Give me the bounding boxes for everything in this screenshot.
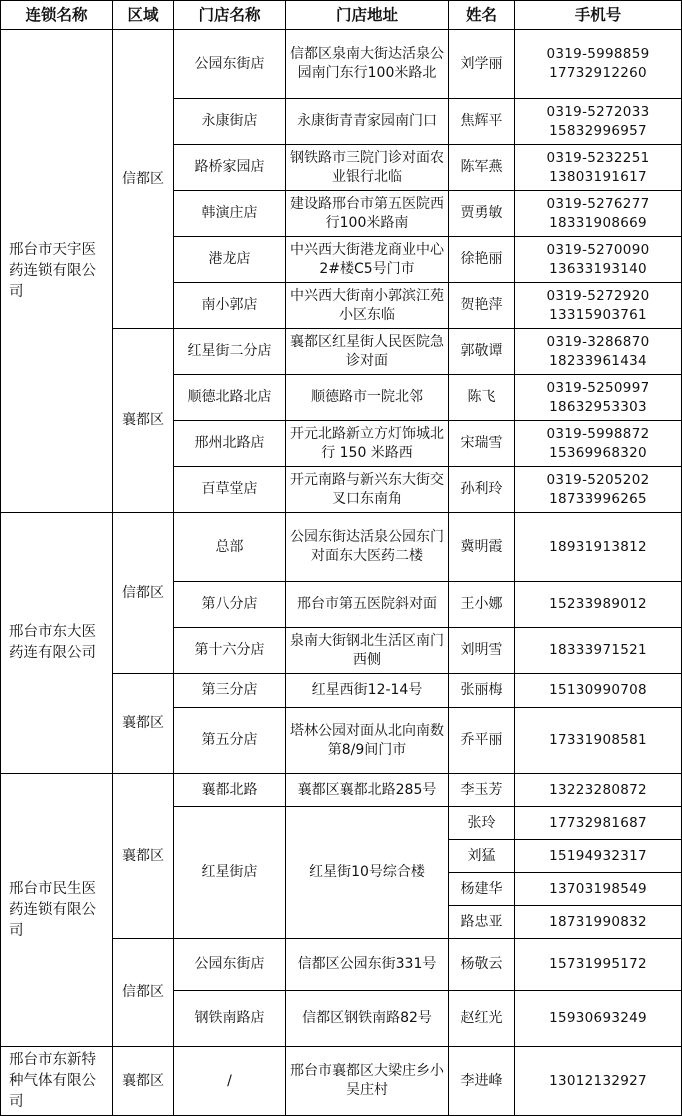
phone-cell: 15194932317: [515, 840, 682, 873]
chain-name-cell: 邢台市东大医药连有限公司: [1, 513, 113, 774]
store-name-cell: 路桥家园店: [174, 145, 286, 191]
region-cell: 襄都区: [113, 774, 174, 939]
store-address-cell: 泉南大街钢北生活区南门西侧: [286, 628, 449, 674]
store-address-cell: 信都区泉南大街达活泉公园南门东行100米路北: [286, 30, 449, 99]
table-body: [1, 30, 682, 1116]
contact-name-cell: 陈飞: [449, 375, 515, 421]
store-address-cell: 公园东街达活泉公园东门对面东大医药二楼: [286, 513, 449, 582]
store-address-cell: 塔林公园对面从北向南数第8/9间门市: [286, 708, 449, 774]
contact-name-cell: 王小娜: [449, 582, 515, 628]
phone-cell: 0319-5998859 17732912260: [515, 30, 682, 99]
contact-name-cell: 冀明霞: [449, 513, 515, 582]
phone-cell: 17331908581: [515, 708, 682, 774]
phone-cell: 13223280872: [515, 774, 682, 807]
phone-cell: 18931913812: [515, 513, 682, 582]
phone-cell: 0319-5272920 13315903761: [515, 283, 682, 329]
store-name-cell: 顺德北路北店: [174, 375, 286, 421]
header-address: 门店地址: [286, 1, 449, 30]
store-address-cell: 红星街10号综合楼: [286, 807, 449, 939]
contact-name-cell: 刘明雪: [449, 628, 515, 674]
contact-name-cell: 宋瑞雪: [449, 421, 515, 467]
phone-cell: 0319-5270090 13633193140: [515, 237, 682, 283]
region-cell: 信都区: [113, 30, 174, 329]
store-name-cell: 公园东街店: [174, 939, 286, 991]
store-name-cell: 第五分店: [174, 708, 286, 774]
store-name-cell: 邢州北路店: [174, 421, 286, 467]
store-address-cell: 邢台市襄都区大梁庄乡小吴庄村: [286, 1047, 449, 1116]
store-address-cell: 信都区钢铁南路82号: [286, 991, 449, 1047]
store-name-cell: 襄都北路: [174, 774, 286, 807]
contact-name-cell: 张丽梅: [449, 674, 515, 708]
store-address-cell: 襄都区红星街人民医院急诊对面: [286, 329, 449, 375]
contact-name-cell: 赵红光: [449, 991, 515, 1047]
table-row: [1, 30, 682, 99]
store-name-cell: 总部: [174, 513, 286, 582]
store-address-cell: 信都区公园东街331号: [286, 939, 449, 991]
store-name-cell: 港龙店: [174, 237, 286, 283]
header-chain: 连锁名称: [1, 1, 113, 30]
store-address-cell: 开元北路新立方灯饰城北行 150 米路西: [286, 421, 449, 467]
phone-cell: 13012132927: [515, 1047, 682, 1116]
phone-cell: 17732981687: [515, 807, 682, 840]
store-name-cell: 韩演庄店: [174, 191, 286, 237]
phone-cell: 15233989012: [515, 582, 682, 628]
store-name-cell: 红星街店: [174, 807, 286, 939]
phone-cell: 13703198549: [515, 873, 682, 906]
table-row: [1, 774, 682, 807]
contact-name-cell: 刘猛: [449, 840, 515, 873]
contact-name-cell: 杨敬云: [449, 939, 515, 991]
store-name-cell: 百草堂店: [174, 467, 286, 513]
phone-cell: 0319-5205202 18733996265: [515, 467, 682, 513]
chain-name-cell: 邢台市天宇医药连锁有限公司: [1, 30, 113, 513]
store-address-cell: 钢铁路市三院门诊对面农业银行北临: [286, 145, 449, 191]
phone-cell: 0319-5232251 13803191617: [515, 145, 682, 191]
header-store: 门店名称: [174, 1, 286, 30]
chain-name-cell: 邢台市民生医药连锁有限公司: [1, 774, 113, 1047]
store-name-cell: /: [174, 1047, 286, 1116]
contact-name-cell: 孙利玲: [449, 467, 515, 513]
store-address-cell: 顺德路市一院北邻: [286, 375, 449, 421]
store-name-cell: 第三分店: [174, 674, 286, 708]
store-name-cell: 公园东街店: [174, 30, 286, 99]
header-phone: 手机号: [515, 1, 682, 30]
contact-name-cell: 乔平丽: [449, 708, 515, 774]
phone-cell: 15930693249: [515, 991, 682, 1047]
contact-name-cell: 路忠亚: [449, 906, 515, 939]
contact-name-cell: 杨建华: [449, 873, 515, 906]
contact-name-cell: 焦辉平: [449, 99, 515, 145]
store-address-cell: 建设路邢台市第五医院西行100米路南: [286, 191, 449, 237]
store-name-cell: 第八分店: [174, 582, 286, 628]
phone-cell: 0319-5276277 18331908669: [515, 191, 682, 237]
region-cell: 襄都区: [113, 1047, 174, 1116]
contact-name-cell: 刘学丽: [449, 30, 515, 99]
region-cell: 信都区: [113, 513, 174, 674]
store-name-cell: 南小郭店: [174, 283, 286, 329]
phone-cell: 0319-5998872 15369968320: [515, 421, 682, 467]
store-address-cell: 红星西街12-14号: [286, 674, 449, 708]
region-cell: 襄都区: [113, 329, 174, 513]
phone-cell: 0319-5250997 18632953303: [515, 375, 682, 421]
phone-cell: 0319-3286870 18233961434: [515, 329, 682, 375]
store-address-cell: 襄都区襄都北路285号: [286, 774, 449, 807]
contact-name-cell: 李进峰: [449, 1047, 515, 1116]
store-name-cell: 第十六分店: [174, 628, 286, 674]
contact-name-cell: 郭敬谭: [449, 329, 515, 375]
phone-cell: 15731995172: [515, 939, 682, 991]
contact-name-cell: 张玲: [449, 807, 515, 840]
table-row: [1, 1047, 682, 1116]
region-cell: 襄都区: [113, 674, 174, 774]
phone-cell: 15130990708: [515, 674, 682, 708]
store-name-cell: 红星街二分店: [174, 329, 286, 375]
header-row: [1, 1, 682, 30]
chain-name-cell: 邢台市东新特种气体有限公司: [1, 1047, 113, 1116]
store-address-cell: 永康街青青家园南门口: [286, 99, 449, 145]
header-name: 姓名: [449, 1, 515, 30]
table-row: [1, 513, 682, 582]
contact-name-cell: 徐艳丽: [449, 237, 515, 283]
phone-cell: 18731990832: [515, 906, 682, 939]
phone-cell: 0319-5272033 15832996957: [515, 99, 682, 145]
contact-name-cell: 陈军燕: [449, 145, 515, 191]
contact-name-cell: 贺艳萍: [449, 283, 515, 329]
store-address-cell: 中兴西大街港龙商业中心2#楼C5号门市: [286, 237, 449, 283]
store-address-cell: 开元南路与新兴东大街交叉口东南角: [286, 467, 449, 513]
store-name-cell: 钢铁南路店: [174, 991, 286, 1047]
contact-name-cell: 贾勇敏: [449, 191, 515, 237]
store-address-cell: 邢台市第五医院斜对面: [286, 582, 449, 628]
region-cell: 信都区: [113, 939, 174, 1047]
contact-name-cell: 李玉芳: [449, 774, 515, 807]
store-name-cell: 永康街店: [174, 99, 286, 145]
store-address-cell: 中兴西大街南小郭滨江苑小区东临: [286, 283, 449, 329]
header-region: 区域: [113, 1, 174, 30]
phone-cell: 18333971521: [515, 628, 682, 674]
